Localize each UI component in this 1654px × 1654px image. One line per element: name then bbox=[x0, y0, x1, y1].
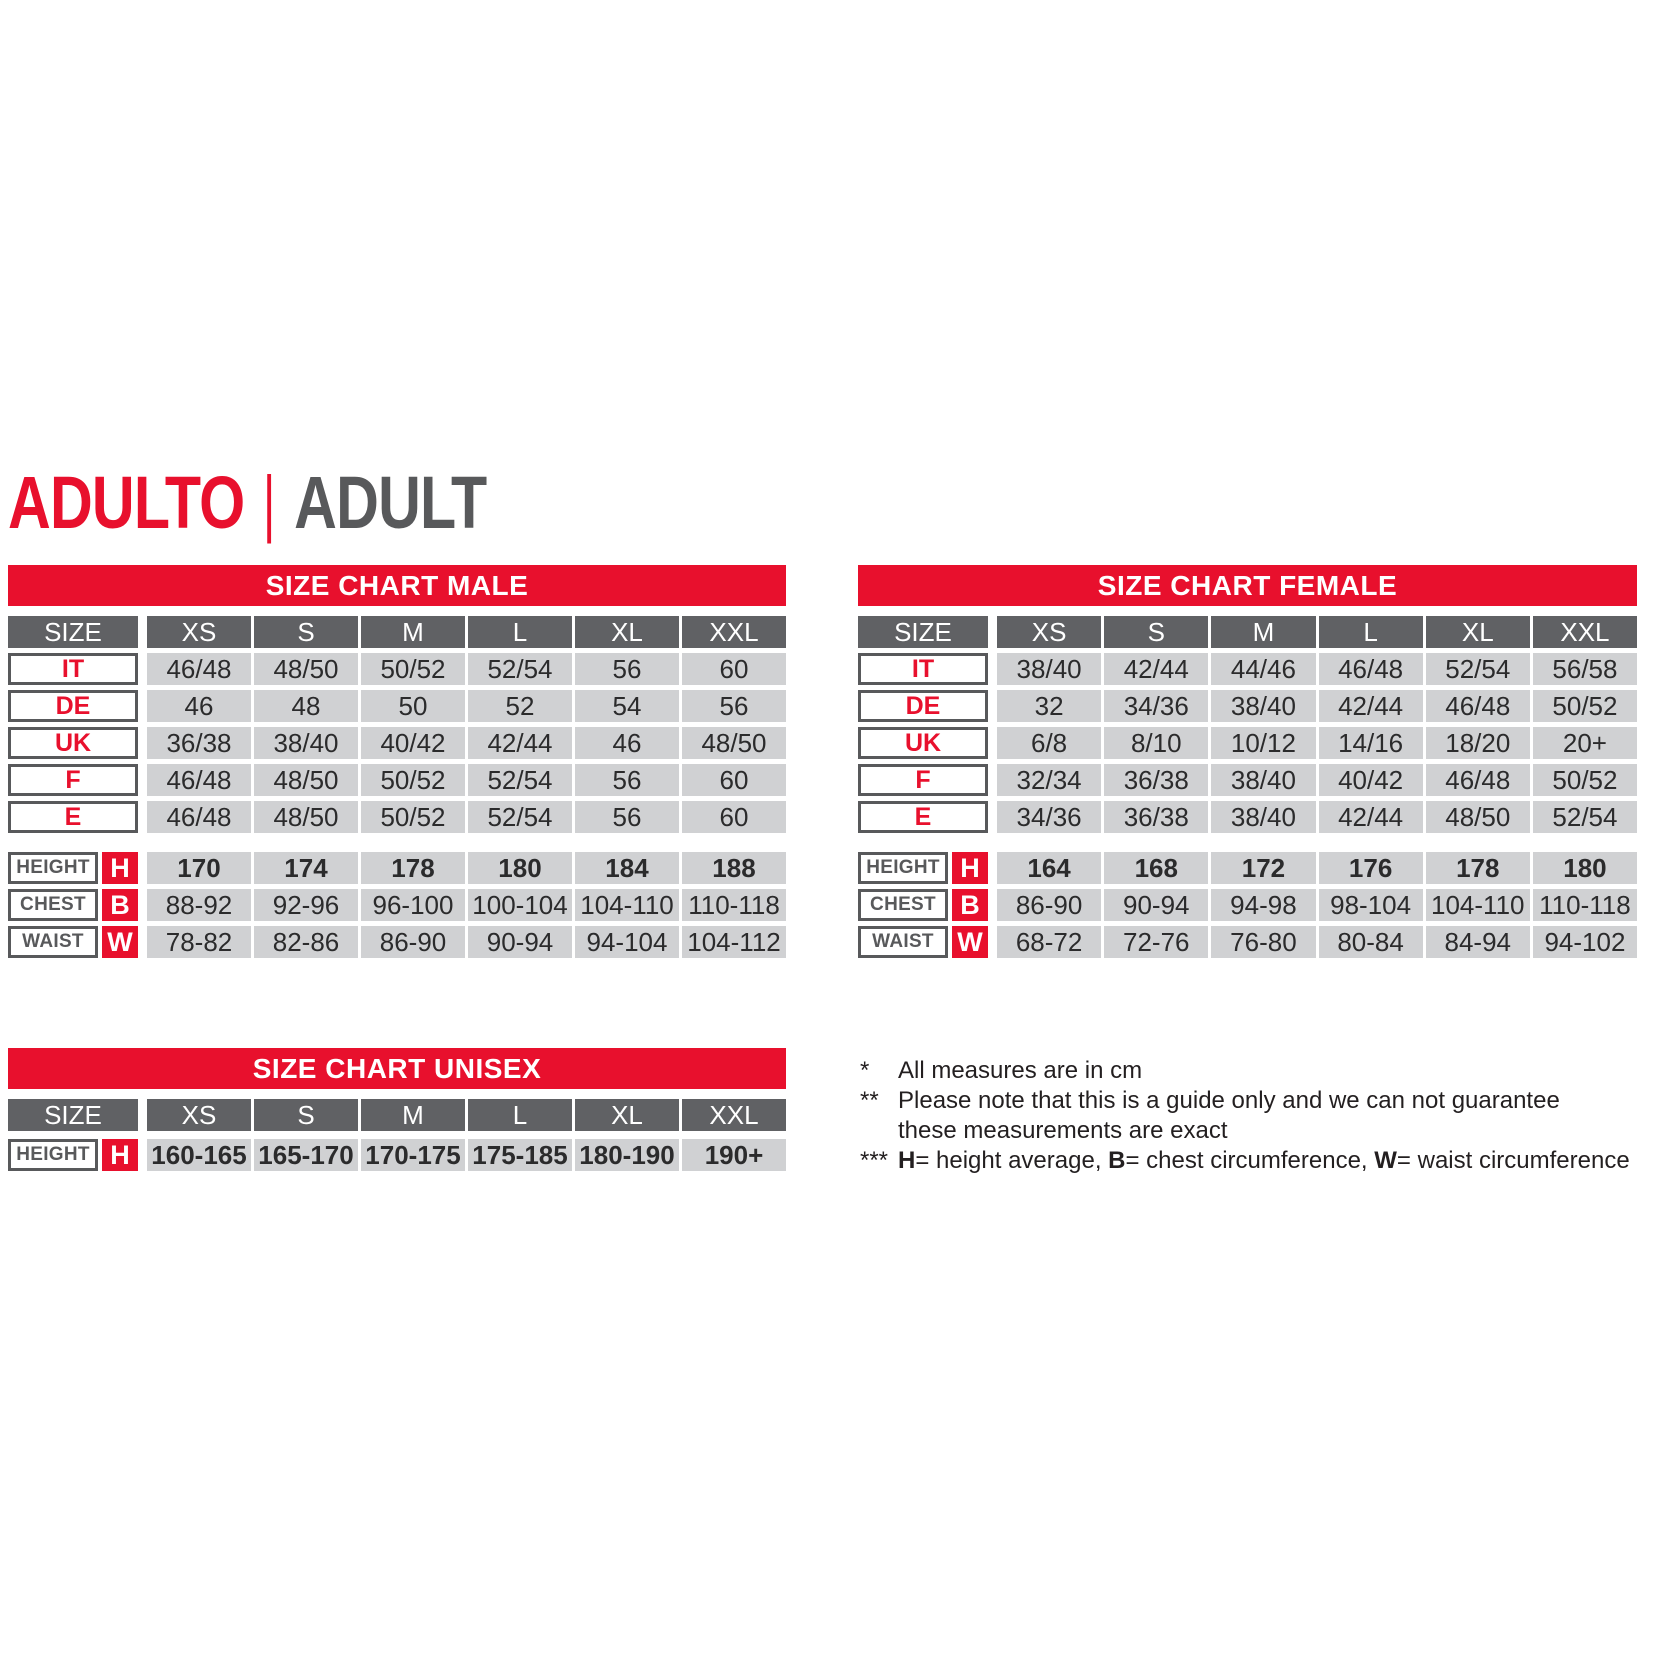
table-cell: 34/36 bbox=[1104, 690, 1208, 722]
table-cell: 170 bbox=[147, 852, 251, 884]
measure-label: HEIGHT bbox=[8, 1139, 98, 1171]
row-cells bbox=[147, 653, 786, 685]
footnote-text: these measurements are exact bbox=[898, 1117, 1228, 1144]
measure-label: CHEST bbox=[8, 889, 98, 921]
size-header-cell: XXL bbox=[1533, 616, 1637, 648]
table-row bbox=[8, 653, 786, 685]
table-cell: 50/52 bbox=[1533, 764, 1637, 796]
size-chart-unisex-table bbox=[8, 1048, 786, 1171]
table-cell: 38/40 bbox=[1211, 764, 1315, 796]
table-cell: 170-175 bbox=[361, 1139, 465, 1171]
footnote-text: = height average, bbox=[915, 1147, 1109, 1174]
table-cell: 32/34 bbox=[997, 764, 1101, 796]
row-cells bbox=[147, 727, 786, 759]
row-label: E bbox=[858, 801, 988, 833]
table-row bbox=[8, 889, 786, 921]
title-separator: | bbox=[263, 461, 276, 544]
table-cell: 50 bbox=[361, 690, 465, 722]
footnote-body bbox=[898, 1146, 1644, 1176]
measure-label-slot bbox=[8, 1139, 138, 1171]
table-cell: 104-112 bbox=[682, 926, 786, 958]
table-cell: 60 bbox=[682, 801, 786, 833]
measure-key: W bbox=[952, 926, 988, 958]
table-cell: 174 bbox=[254, 852, 358, 884]
measure-label-slot bbox=[858, 852, 988, 884]
row-cells bbox=[147, 764, 786, 796]
table-cell: 54 bbox=[575, 690, 679, 722]
table-cell: 38/40 bbox=[997, 653, 1101, 685]
measure-label-slot bbox=[858, 889, 988, 921]
table-cell: 48/50 bbox=[254, 801, 358, 833]
measure-label: WAIST bbox=[858, 926, 948, 958]
measure-label-slot bbox=[8, 852, 138, 884]
size-header-cell: S bbox=[254, 616, 358, 648]
footnote-text: W bbox=[1374, 1147, 1397, 1174]
row-label: IT bbox=[858, 653, 988, 685]
table-cell: 6/8 bbox=[997, 727, 1101, 759]
table-cell: 36/38 bbox=[147, 727, 251, 759]
table-cell: 50/52 bbox=[361, 764, 465, 796]
table-cell: 56 bbox=[575, 801, 679, 833]
row-label-slot bbox=[858, 653, 988, 685]
table-cell: 86-90 bbox=[361, 926, 465, 958]
size-header-cell: XXL bbox=[682, 616, 786, 648]
measure-key: W bbox=[102, 926, 138, 958]
size-column-header: SIZE bbox=[8, 1099, 138, 1131]
table-cell: 38/40 bbox=[254, 727, 358, 759]
table-cell: 38/40 bbox=[1211, 801, 1315, 833]
table-cell: 184 bbox=[575, 852, 679, 884]
table-cell: 42/44 bbox=[1104, 653, 1208, 685]
measure-label-slot bbox=[858, 926, 988, 958]
row-label: UK bbox=[858, 727, 988, 759]
table-cell: 20+ bbox=[1533, 727, 1637, 759]
table-cell: 104-110 bbox=[1426, 889, 1530, 921]
size-header-slot bbox=[8, 616, 138, 648]
table-cell: 52 bbox=[468, 690, 572, 722]
table-cell: 50/52 bbox=[361, 653, 465, 685]
row-label: UK bbox=[8, 727, 138, 759]
size-header-cell: XL bbox=[575, 1099, 679, 1131]
size-column-header: SIZE bbox=[858, 616, 988, 648]
row-cells bbox=[997, 852, 1637, 884]
table-cell: 38/40 bbox=[1211, 690, 1315, 722]
row-label-slot bbox=[858, 727, 988, 759]
table-cell: 172 bbox=[1211, 852, 1315, 884]
table-cell: 36/38 bbox=[1104, 764, 1208, 796]
measure-label: HEIGHT bbox=[8, 852, 98, 884]
header-cells bbox=[147, 1099, 786, 1131]
measure-label: CHEST bbox=[858, 889, 948, 921]
table-cell: 104-110 bbox=[575, 889, 679, 921]
table-cell: 56/58 bbox=[1533, 653, 1637, 685]
header-cells bbox=[997, 616, 1637, 648]
table-cell: 178 bbox=[1426, 852, 1530, 884]
row-cells bbox=[147, 690, 786, 722]
page-title-italian: ADULTO bbox=[8, 461, 245, 544]
row-label-slot bbox=[8, 727, 138, 759]
size-header-cell: XL bbox=[575, 616, 679, 648]
table-cell: 60 bbox=[682, 653, 786, 685]
table-cell: 78-82 bbox=[147, 926, 251, 958]
table-title: SIZE CHART MALE bbox=[8, 565, 786, 606]
table-cell: 40/42 bbox=[1319, 764, 1423, 796]
footnote-text: = waist circumference bbox=[1396, 1147, 1630, 1174]
size-header-cell: XS bbox=[997, 616, 1101, 648]
table-row bbox=[858, 926, 1637, 958]
row-label-slot bbox=[858, 801, 988, 833]
table-cell: 56 bbox=[575, 653, 679, 685]
table-cell: 46/48 bbox=[1426, 690, 1530, 722]
size-header-cell: XL bbox=[1426, 616, 1530, 648]
row-cells bbox=[147, 852, 786, 884]
footnote-text: = chest circumference, bbox=[1125, 1147, 1375, 1174]
table-cell: 32 bbox=[997, 690, 1101, 722]
table-cell: 40/42 bbox=[361, 727, 465, 759]
row-cells bbox=[997, 653, 1637, 685]
footnote bbox=[860, 1056, 1644, 1086]
row-cells bbox=[997, 690, 1637, 722]
table-cell: 8/10 bbox=[1104, 727, 1208, 759]
measure-key: H bbox=[102, 1139, 138, 1171]
table-row bbox=[858, 889, 1637, 921]
size-header-cell: L bbox=[468, 1099, 572, 1131]
table-cell: 46/48 bbox=[147, 653, 251, 685]
size-header-slot bbox=[8, 1099, 138, 1131]
size-header-cell: L bbox=[1319, 616, 1423, 648]
table-cell: 164 bbox=[997, 852, 1101, 884]
row-label-slot bbox=[8, 801, 138, 833]
table-header-row bbox=[8, 1099, 786, 1131]
footnote-text: Please note that this is a guide only and we can not guarantee bbox=[898, 1087, 1560, 1114]
table-header-row bbox=[8, 616, 786, 648]
table-cell: 60 bbox=[682, 764, 786, 796]
footnote-marker: * bbox=[860, 1057, 870, 1084]
table-title: SIZE CHART UNISEX bbox=[8, 1048, 786, 1089]
table-cell: 68-72 bbox=[997, 926, 1101, 958]
row-label-slot bbox=[8, 764, 138, 796]
row-label: DE bbox=[858, 690, 988, 722]
table-cell: 76-80 bbox=[1211, 926, 1315, 958]
table-cell: 80-84 bbox=[1319, 926, 1423, 958]
table-cell: 18/20 bbox=[1426, 727, 1530, 759]
table-cell: 188 bbox=[682, 852, 786, 884]
size-header-cell: M bbox=[361, 1099, 465, 1131]
footnote-text: B bbox=[1108, 1147, 1126, 1174]
table-cell: 94-102 bbox=[1533, 926, 1637, 958]
footnote bbox=[860, 1146, 1644, 1176]
table-row bbox=[8, 764, 786, 796]
page-title bbox=[8, 461, 487, 544]
row-label: F bbox=[858, 764, 988, 796]
row-label-slot bbox=[8, 690, 138, 722]
table-cell: 100-104 bbox=[468, 889, 572, 921]
table-cell: 52/54 bbox=[468, 653, 572, 685]
table-cell: 42/44 bbox=[1319, 690, 1423, 722]
table-cell: 46/48 bbox=[1319, 653, 1423, 685]
table-cell: 46/48 bbox=[147, 801, 251, 833]
footnote-marker: *** bbox=[860, 1147, 889, 1174]
table-cell: 92-96 bbox=[254, 889, 358, 921]
table-cell: 175-185 bbox=[468, 1139, 572, 1171]
table-cell: 52/54 bbox=[1426, 653, 1530, 685]
table-row bbox=[8, 1139, 786, 1171]
size-header-slot bbox=[858, 616, 988, 648]
table-row bbox=[8, 926, 786, 958]
table-cell: 50/52 bbox=[361, 801, 465, 833]
table-cell: 42/44 bbox=[1319, 801, 1423, 833]
table-cell: 48/50 bbox=[254, 764, 358, 796]
table-cell: 52/54 bbox=[1533, 801, 1637, 833]
size-column-header: SIZE bbox=[8, 616, 138, 648]
footnote-marker: ** bbox=[860, 1087, 879, 1114]
table-row bbox=[8, 852, 786, 884]
footnote bbox=[860, 1086, 1644, 1146]
measure-key: H bbox=[952, 852, 988, 884]
measure-key: H bbox=[102, 852, 138, 884]
table-cell: 94-104 bbox=[575, 926, 679, 958]
size-chart-male-table bbox=[8, 565, 786, 958]
table-cell: 110-118 bbox=[1533, 889, 1637, 921]
table-cell: 46 bbox=[575, 727, 679, 759]
size-header-cell: S bbox=[1104, 616, 1208, 648]
row-label: IT bbox=[8, 653, 138, 685]
table-row bbox=[858, 852, 1637, 884]
table-cell: 48/50 bbox=[1426, 801, 1530, 833]
table-cell: 46/48 bbox=[1426, 764, 1530, 796]
table-cell: 48/50 bbox=[682, 727, 786, 759]
table-cell: 96-100 bbox=[361, 889, 465, 921]
size-header-cell: S bbox=[254, 1099, 358, 1131]
table-cell: 110-118 bbox=[682, 889, 786, 921]
table-cell: 94-98 bbox=[1211, 889, 1315, 921]
table-title: SIZE CHART FEMALE bbox=[858, 565, 1637, 606]
table-header-row bbox=[858, 616, 1637, 648]
header-cells bbox=[147, 616, 786, 648]
table-row bbox=[858, 690, 1637, 722]
footnote-text: H bbox=[898, 1147, 916, 1174]
size-header-cell: XS bbox=[147, 1099, 251, 1131]
table-cell: 176 bbox=[1319, 852, 1423, 884]
table-cell: 180 bbox=[468, 852, 572, 884]
table-row bbox=[8, 690, 786, 722]
size-header-cell: M bbox=[361, 616, 465, 648]
table-cell: 48 bbox=[254, 690, 358, 722]
size-chart-female-table bbox=[858, 565, 1637, 958]
table-cell: 90-94 bbox=[1104, 889, 1208, 921]
row-cells bbox=[997, 727, 1637, 759]
table-cell: 36/38 bbox=[1104, 801, 1208, 833]
table-row bbox=[858, 764, 1637, 796]
measure-label-slot bbox=[8, 926, 138, 958]
table-cell: 46 bbox=[147, 690, 251, 722]
table-cell: 42/44 bbox=[468, 727, 572, 759]
table-cell: 52/54 bbox=[468, 764, 572, 796]
size-header-cell: XS bbox=[147, 616, 251, 648]
table-cell: 44/46 bbox=[1211, 653, 1315, 685]
table-cell: 190+ bbox=[682, 1139, 786, 1171]
table-cell: 90-94 bbox=[468, 926, 572, 958]
table-cell: 82-86 bbox=[254, 926, 358, 958]
table-cell: 56 bbox=[575, 764, 679, 796]
footnote-line bbox=[898, 1086, 1644, 1116]
footnote-line bbox=[898, 1116, 1644, 1146]
footnotes bbox=[860, 1056, 1644, 1176]
row-cells bbox=[147, 926, 786, 958]
footnote-line bbox=[898, 1056, 1644, 1086]
table-cell: 178 bbox=[361, 852, 465, 884]
row-label-slot bbox=[858, 690, 988, 722]
row-label: F bbox=[8, 764, 138, 796]
row-cells bbox=[147, 1139, 786, 1171]
table-cell: 84-94 bbox=[1426, 926, 1530, 958]
table-cell: 56 bbox=[682, 690, 786, 722]
measure-label-slot bbox=[8, 889, 138, 921]
measure-label: WAIST bbox=[8, 926, 98, 958]
table-row bbox=[858, 727, 1637, 759]
measure-key: B bbox=[102, 889, 138, 921]
table-cell: 168 bbox=[1104, 852, 1208, 884]
table-cell: 14/16 bbox=[1319, 727, 1423, 759]
row-cells bbox=[997, 926, 1637, 958]
table-row bbox=[858, 801, 1637, 833]
table-cell: 52/54 bbox=[468, 801, 572, 833]
row-label-slot bbox=[8, 653, 138, 685]
row-cells bbox=[997, 801, 1637, 833]
row-cells bbox=[997, 764, 1637, 796]
footnote-body bbox=[898, 1086, 1644, 1146]
footnote-body bbox=[898, 1056, 1644, 1086]
table-cell: 34/36 bbox=[997, 801, 1101, 833]
measure-key: B bbox=[952, 889, 988, 921]
table-row bbox=[8, 727, 786, 759]
measure-label: HEIGHT bbox=[858, 852, 948, 884]
table-cell: 86-90 bbox=[997, 889, 1101, 921]
table-cell: 50/52 bbox=[1533, 690, 1637, 722]
table-row bbox=[8, 801, 786, 833]
table-cell: 88-92 bbox=[147, 889, 251, 921]
table-cell: 180-190 bbox=[575, 1139, 679, 1171]
table-cell: 46/48 bbox=[147, 764, 251, 796]
row-label: DE bbox=[8, 690, 138, 722]
table-cell: 10/12 bbox=[1211, 727, 1315, 759]
table-row bbox=[858, 653, 1637, 685]
size-header-cell: XXL bbox=[682, 1099, 786, 1131]
table-cell: 165-170 bbox=[254, 1139, 358, 1171]
size-header-cell: M bbox=[1211, 616, 1315, 648]
table-cell: 160-165 bbox=[147, 1139, 251, 1171]
page-title-english: ADULT bbox=[294, 461, 487, 544]
size-header-cell: L bbox=[468, 616, 572, 648]
row-label: E bbox=[8, 801, 138, 833]
table-cell: 180 bbox=[1533, 852, 1637, 884]
row-label-slot bbox=[858, 764, 988, 796]
footnote-text: All measures are in cm bbox=[898, 1057, 1143, 1084]
table-cell: 72-76 bbox=[1104, 926, 1208, 958]
row-cells bbox=[997, 889, 1637, 921]
table-cell: 48/50 bbox=[254, 653, 358, 685]
row-cells bbox=[147, 801, 786, 833]
footnote-line bbox=[898, 1146, 1644, 1176]
row-cells bbox=[147, 889, 786, 921]
table-cell: 98-104 bbox=[1319, 889, 1423, 921]
